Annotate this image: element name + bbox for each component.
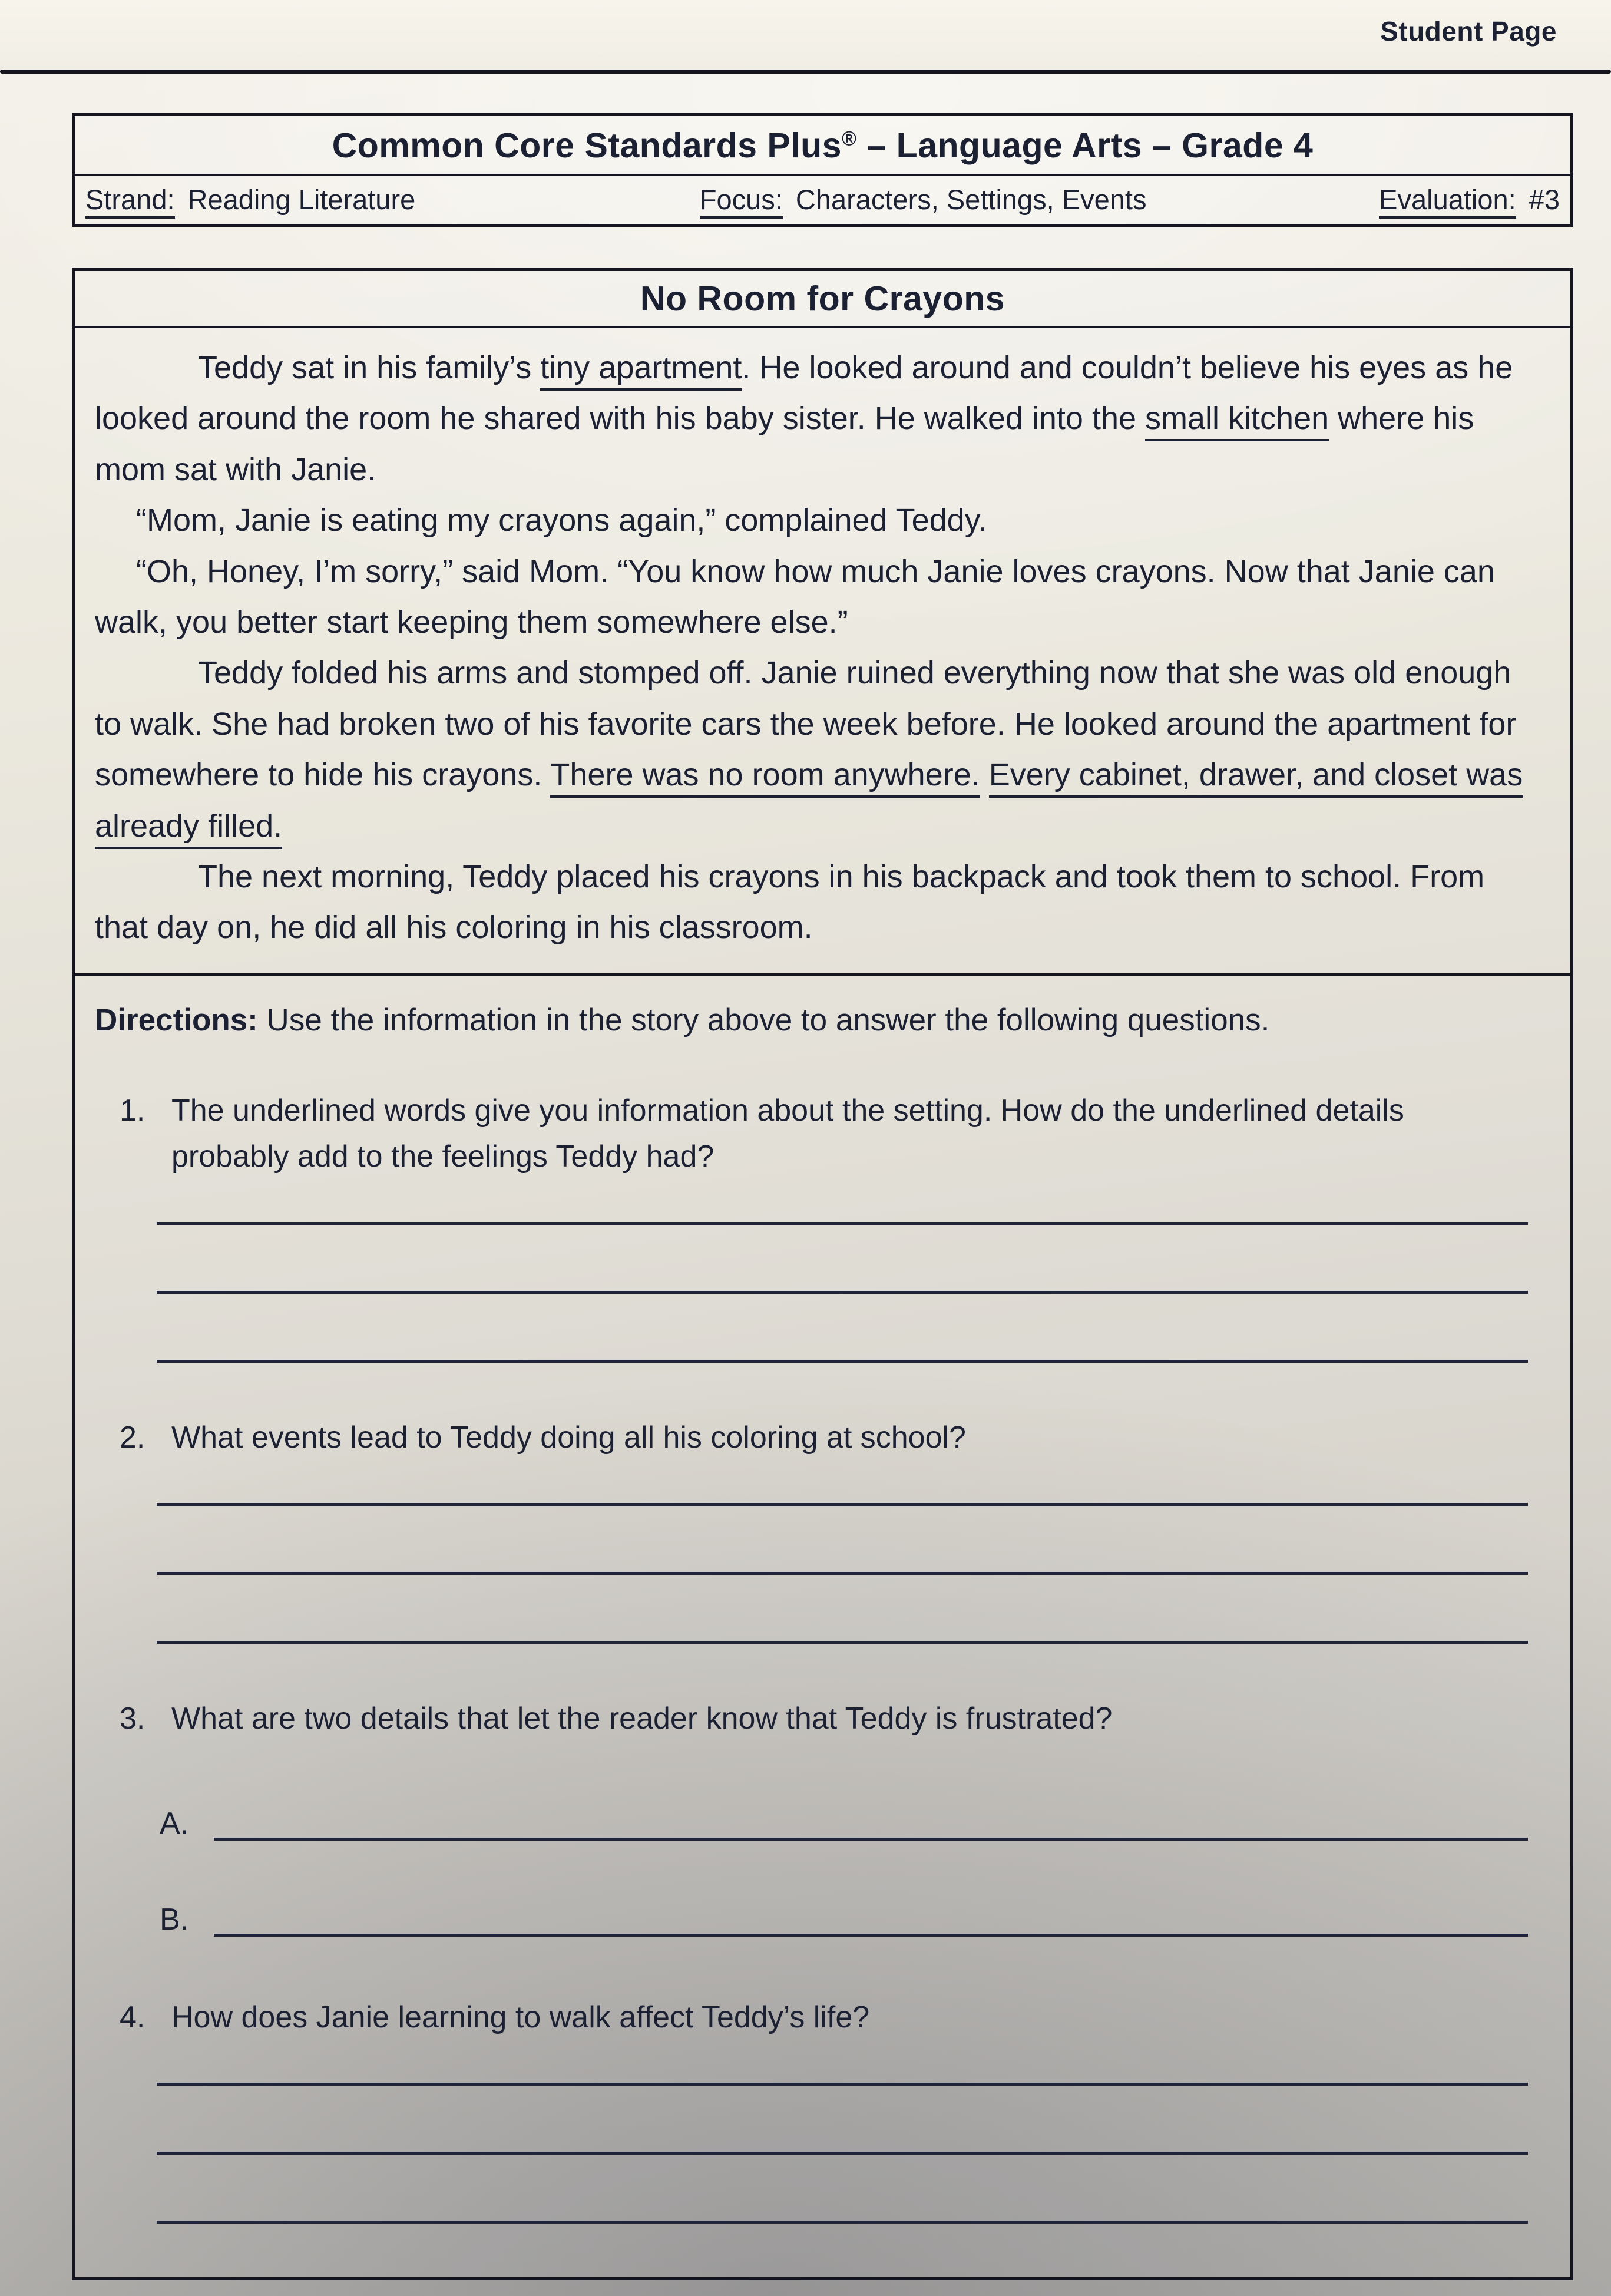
top-rule — [0, 70, 1611, 74]
focus-cell — [599, 183, 1247, 216]
registered-mark: ® — [842, 127, 857, 150]
story-text: The next morning, Teddy placed his crayons in his backpack and took them to school. From that day on, he did all his coloring in his classroom. — [95, 858, 1485, 946]
directions-text: Use the information in the story above to answer the following questions. — [257, 1002, 1270, 1038]
directions — [95, 997, 1544, 1044]
question-row — [95, 1994, 1544, 2040]
underlined-phrase: tiny apartment — [540, 350, 742, 391]
evaluation-label: Evaluation: — [1379, 184, 1516, 219]
answer-line — [157, 1360, 1528, 1363]
story-paragraphs — [75, 328, 1570, 976]
strand-cell — [85, 183, 599, 216]
answer-line — [214, 1838, 1528, 1841]
question-text: How does Janie learning to walk affect Teddy’s life? — [171, 2000, 870, 2035]
story-paragraph — [95, 495, 1546, 546]
question-number: 4. — [120, 2000, 145, 2035]
focus-label: Focus: — [700, 184, 783, 219]
answer-line — [157, 2083, 1528, 2086]
story-paragraph — [95, 546, 1546, 648]
underlined-phrase: small kitchen — [1145, 401, 1329, 441]
question-text: The underlined words give you information about the setting. How do the underlined details probably add to the feelings Teddy had? — [171, 1094, 1404, 1174]
answer-line — [157, 1641, 1528, 1644]
strand-label: Strand: — [85, 184, 175, 219]
question-block — [95, 1415, 1544, 1644]
story-text: “Oh, Honey, I’m sorry,” said Mom. “You know how much Janie loves crayons. Now that Janie can walk, you better start keeping them somewhere else.” — [95, 553, 1495, 640]
question-text: What are two details that let the reader know that Teddy is frustrated? — [171, 1702, 1113, 1736]
evaluation-cell — [1247, 183, 1560, 216]
answer-line — [214, 1934, 1528, 1937]
question-number: 2. — [120, 1420, 145, 1455]
story-paragraph — [95, 851, 1546, 953]
questions — [95, 1088, 1544, 2224]
answer-line — [157, 2152, 1528, 2155]
question-row — [95, 1088, 1544, 1180]
labeled-answer-row — [160, 1801, 1528, 1846]
story-paragraph — [95, 647, 1546, 851]
question-number: 1. — [120, 1094, 145, 1128]
question-number: 3. — [120, 1702, 145, 1736]
page-top-edge — [0, 0, 1611, 70]
story-text: Teddy folded his arms and stomped off. Janie ruined everything now that she was old enough to walk. She had broken two of his favorite cars the week before. He looked around the apartment for somewhere to hide his crayons. — [95, 655, 1517, 793]
corner-label: Student Page — [1380, 16, 1557, 47]
story-paragraph — [95, 342, 1546, 495]
strand-value: Reading Literature — [187, 184, 416, 215]
story-text: Teddy sat in his family’s — [198, 350, 541, 385]
answer-line — [157, 1291, 1528, 1294]
header-title — [75, 116, 1570, 176]
question-text: What events lead to Teddy doing all his coloring at school? — [171, 1420, 966, 1455]
underlined-phrase: There was no room anywhere. — [550, 757, 980, 798]
header-title-main: Common Core Standards Plus — [332, 126, 842, 165]
header-title-rest: – Language Arts – Grade 4 — [856, 126, 1314, 165]
main-box — [72, 268, 1573, 2280]
answer-line — [157, 1572, 1528, 1575]
answer-line — [157, 1503, 1528, 1506]
answer-label: B. — [160, 1902, 189, 1937]
focus-value: Characters, Settings, Events — [795, 184, 1147, 215]
question-row — [95, 1696, 1544, 1742]
labeled-answer-row — [160, 1897, 1528, 1942]
header-box — [72, 113, 1573, 227]
question-block — [95, 1696, 1544, 1942]
question-block — [95, 1088, 1544, 1363]
qa-section — [75, 976, 1570, 2277]
story-text — [980, 757, 989, 792]
answer-label: A. — [160, 1806, 189, 1841]
story-text: where his mom sat with Janie. — [95, 401, 1474, 487]
underlined-phrase: Every cabinet, drawer, and closet was already filled. — [95, 757, 1523, 848]
story-text: . He looked around and couldn’t believe his eyes as he looked around the room he shared with his baby sister. He walked into the — [95, 350, 1513, 437]
story-title: No Room for Crayons — [75, 271, 1570, 328]
answer-line — [157, 2221, 1528, 2224]
story-text: “Mom, Janie is eating my crayons again,” complained Teddy. — [136, 503, 987, 539]
answer-line — [157, 1222, 1528, 1225]
header-meta-row — [75, 176, 1570, 224]
question-row — [95, 1415, 1544, 1461]
directions-label: Directions: — [95, 1002, 258, 1038]
evaluation-value: #3 — [1529, 184, 1560, 215]
question-block — [95, 1994, 1544, 2224]
